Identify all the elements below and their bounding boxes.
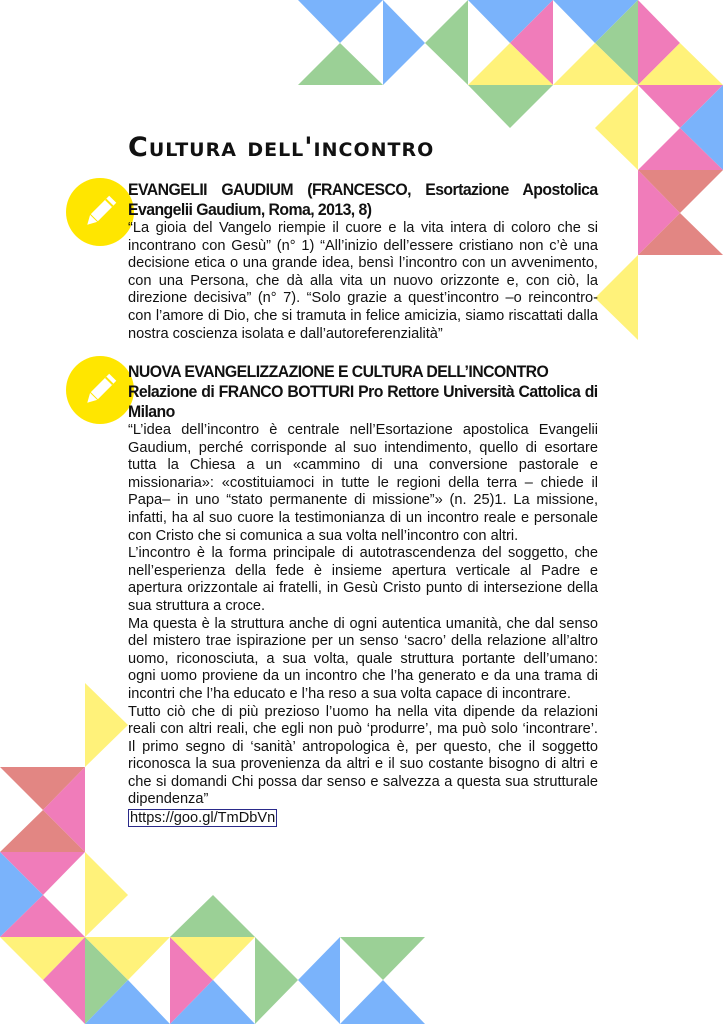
section-nuova-evangelizzazione (128, 362, 598, 827)
section-heading: NUOVA EVANGELIZZAZIONE E CULTURA DELL’INCONTRO (128, 362, 549, 381)
paragraph: “La gioia del Vangelo riempie il cuore e la vita intera di coloro che si incontrano con Gesù” (n° 1) “All’inizio dell’essere cristiano non c’è una decisione etica o una grande idea, bensì l’incontro con un avvenimento, con una Persona, che dà alla vita un nuovo orizzonte e, con ciò, la direzione decisiva” (n° 7). “Solo grazie a quest’incontro –o reincontro- con l’amore di Dio, che si tramuta in felice amicizia, siamo riscattati dalla nostra coscienza isolata e dall’autoreferenzialità” (128, 220, 598, 342)
paragraph: Ma questa è la struttura anche di ogni autentica umanità, che dal senso del mistero trae ispirazione per un senso ‘sacro’ della relazione all’altro uomo, riconosciuta, a sua volta, quale struttura portante dell’umano: ogni uomo proviene da un incontro che l’ha generato e da una trama di incontri che l’ha educato e l’ha reso a sua volta capace di incontrare. (128, 615, 598, 702)
section-subheading: Relazione di FRANCO BOTTURI Pro Rettore Università Cattolica di Milano (128, 382, 598, 421)
section-heading: EVANGELII GAUDIUM (FRANCESCO, Esortazione Apostolica Evangelii Gaudium, Roma, 2013, 8) (128, 180, 598, 219)
pencil-icon (66, 178, 134, 246)
source-link[interactable]: https://goo.gl/TmDbVn (130, 810, 276, 827)
pencil-icon (66, 356, 134, 424)
section-evangelii-gaudium (128, 180, 598, 343)
page-title: Cultura dell'incontro (128, 132, 435, 163)
paragraph: Tutto ciò che di più prezioso l’uomo ha nella vita dipende da relazioni reali con altri reali, che egli non può ‘produrre’, ma può solo ‘incontrare’. Il primo segno di ‘sanità’ antropologica è, per questo, che il soggetto riconosca la sua provenienza da altri e il suo costante bisogno di altri e che si domandi Chi possa dar senso e salvezza a questa sua strutturale dipendenza” (128, 703, 598, 808)
paragraph: L’incontro è la forma principale di autotrascendenza del soggetto, che nell’esperienza della fede è insieme apertura verticale al Padre e apertura orizzontale ai fratelli, in Gesù Cristo punto di intersezione della sua struttura a croce. (128, 545, 598, 614)
paragraph: “L’idea dell’incontro è centrale nell’Esortazione apostolica Evangelii Gaudium, perché corrisponde al suo intendimento, quello di esortare tutta la Chiesa a un «cammino di una conversione pastorale e missionaria»: «costituiamoci in tutte le regioni della terra – chiede il Papa– in uno “stato permanente di missione”» (n. 25)1. La missione, infatti, ha al suo cuore la testimonianza di un incontro reale e personale con Cristo che si comunica a sua volta nell’incontro con altri. (128, 422, 598, 544)
